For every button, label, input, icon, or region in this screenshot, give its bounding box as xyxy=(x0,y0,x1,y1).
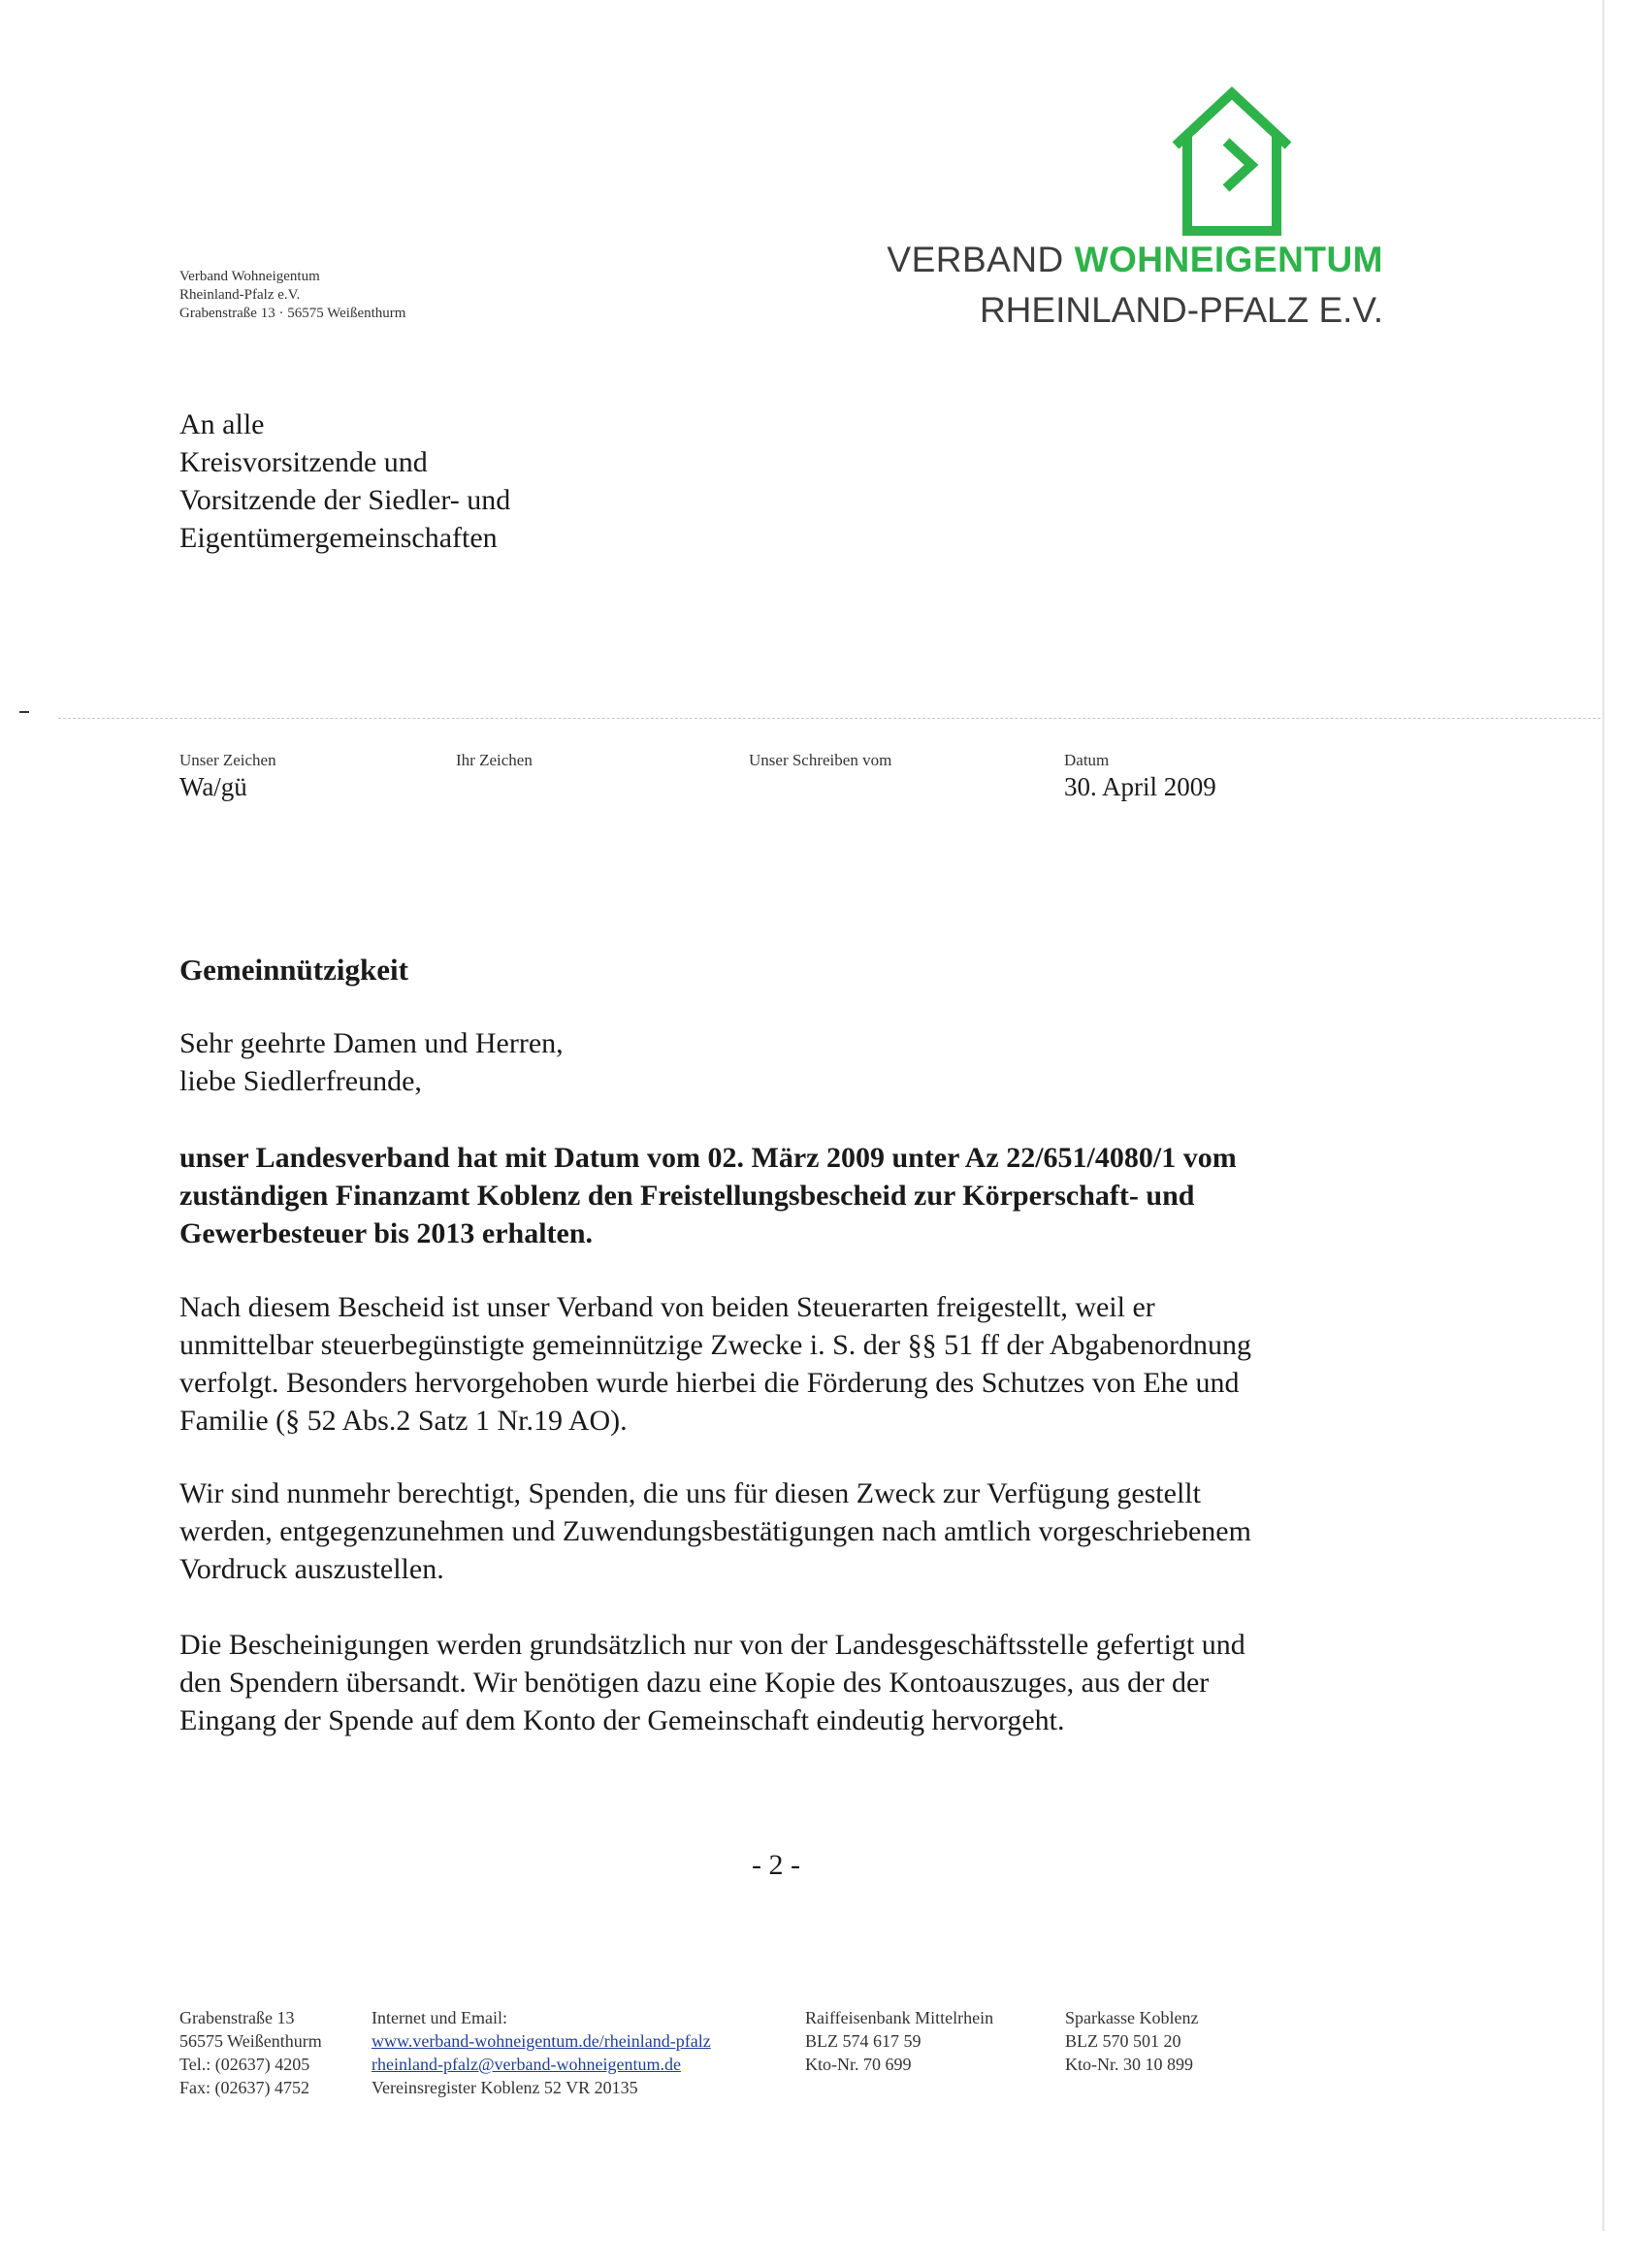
footer-bank-line: Raiffeisenbank Mittelrhein xyxy=(805,2008,994,2027)
paragraph-line: Vordruck auszustellen. xyxy=(179,1553,444,1585)
paragraph-line: werden, entgegenzunehmen und Zuwendungsbestätigungen nach amtlich vorgeschriebenem xyxy=(179,1515,1251,1547)
paragraph-certificates xyxy=(179,1626,1470,1739)
footer-bank-line: Kto-Nr. 30 10 899 xyxy=(1065,2055,1193,2074)
paragraph-line: unmittelbar steuerbegünstigte gemeinnützige Zwecke i. S. der §§ 51 ff der Abgabenordnung xyxy=(179,1329,1251,1361)
sender-line-3: Grabenstraße 13 · 56575 Weißenthurm xyxy=(179,306,406,321)
footer-address-line: 56575 Weißenthurm xyxy=(179,2031,322,2051)
paragraph-line: den Spendern übersandt. Wir benötigen dazu eine Kopie des Kontoauszuges, aus der der xyxy=(179,1667,1210,1699)
footer-bank-line: Sparkasse Koblenz xyxy=(1065,2008,1199,2027)
logo-word-wohneigentum: WOHNEIGENTUM xyxy=(1074,240,1383,279)
website-link[interactable]: www.verband-wohneigentum.de/rheinland-pfalz xyxy=(372,2031,711,2051)
ihr-zeichen-label: Ihr Zeichen xyxy=(456,751,533,769)
recipient-line: Eigentümergemeinschaften xyxy=(179,522,498,554)
house-icon xyxy=(1164,85,1300,239)
paragraph-line: Wir sind nunmehr berechtigt, Spenden, die uns für diesen Zweck zur Verfügung gestellt xyxy=(179,1477,1201,1509)
footer-contact xyxy=(372,2006,711,2099)
paragraph-line: verfolgt. Besonders hervorgehoben wurde hierbei die Förderung des Schutzes von Ehe und xyxy=(179,1367,1240,1399)
unser-schreiben-label: Unser Schreiben vom xyxy=(749,751,892,769)
recipient-line: An alle xyxy=(179,408,265,440)
paragraph-line: zuständigen Finanzamt Koblenz den Freistellungsbescheid zur Körperschaft- und xyxy=(179,1180,1195,1212)
unser-zeichen-label: Unser Zeichen xyxy=(179,751,276,769)
footer-address xyxy=(179,2006,322,2099)
page-number-mark: - 2 - xyxy=(752,1849,800,1881)
paragraph-line: Eingang der Spende auf dem Konto der Gemeinschaft eindeutig hervorgeht. xyxy=(179,1704,1065,1736)
salutation-line: Sehr geehrte Damen und Herren, xyxy=(179,1027,564,1059)
footer-internet-label: Internet und Email: xyxy=(372,2008,507,2027)
footer-bank-line: Kto-Nr. 70 699 xyxy=(805,2055,912,2074)
sender-line-2: Rheinland-Pfalz e.V. xyxy=(179,287,301,303)
recipient-line: Kreisvorsitzende und xyxy=(179,446,428,478)
footer-bank-raiffeisen xyxy=(805,2006,993,2076)
logo-wordmark xyxy=(887,239,1383,281)
footer-register: Vereinsregister Koblenz 52 VR 20135 xyxy=(372,2078,638,2097)
footer-address-line: Grabenstraße 13 xyxy=(179,2008,295,2027)
paragraph-line: Nach diesem Bescheid ist unser Verband von beiden Steuerarten freigestellt, weil er xyxy=(179,1291,1155,1323)
letter-subject: Gemeinnützigkeit xyxy=(179,953,408,987)
paragraph-line: Familie (§ 52 Abs.2 Satz 1 Nr.19 AO). xyxy=(179,1405,628,1437)
scan-edge xyxy=(1602,0,1604,2231)
recipient-line: Vorsitzende der Siedler- und xyxy=(179,484,511,516)
datum-value: 30. April 2009 xyxy=(1064,772,1216,801)
footer-address-line: Tel.: (02637) 4205 xyxy=(179,2055,310,2074)
footer-bank-line: BLZ 574 617 59 xyxy=(805,2031,922,2051)
salutation xyxy=(179,1024,1470,1100)
sender-line-1: Verband Wohneigentum xyxy=(179,269,320,284)
paragraph-line: Gewerbesteuer bis 2013 erhalten. xyxy=(179,1217,594,1249)
paragraph-line: unser Landesverband hat mit Datum vom 02. März 2009 unter Az 22/651/4080/1 vom xyxy=(179,1142,1237,1174)
email-link[interactable]: rheinland-pfalz@verband-wohneigentum.de xyxy=(372,2055,681,2074)
logo-word-verband: VERBAND xyxy=(887,240,1064,279)
paragraph-donations xyxy=(179,1474,1470,1588)
paragraph-announcement xyxy=(179,1139,1470,1252)
fold-mark xyxy=(19,711,29,713)
footer-address-line: Fax: (02637) 4752 xyxy=(179,2078,309,2097)
salutation-line: liebe Siedlerfreunde, xyxy=(179,1065,422,1097)
sender-address xyxy=(179,268,405,323)
unser-zeichen-value: Wa/gü xyxy=(179,772,247,801)
recipient-address xyxy=(179,405,510,557)
paragraph-exemption xyxy=(179,1288,1470,1440)
logo-subline: RHEINLAND-PFALZ E.V. xyxy=(979,290,1383,330)
footer-bank-line: BLZ 570 501 20 xyxy=(1065,2031,1181,2051)
paragraph-line: Die Bescheinigungen werden grundsätzlich nur von der Landesgeschäftsstelle gefertigt und xyxy=(179,1629,1245,1661)
fold-line-divider xyxy=(58,718,1600,720)
datum-label: Datum xyxy=(1064,751,1110,769)
footer-bank-sparkasse xyxy=(1065,2006,1198,2076)
